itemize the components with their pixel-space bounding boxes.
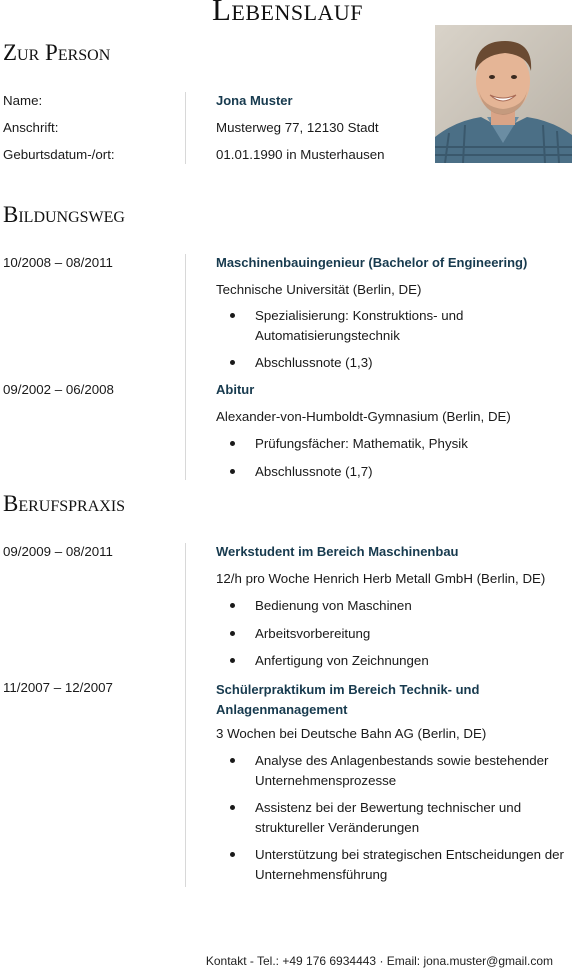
education-period: 10/2008 – 08/2011	[3, 255, 113, 270]
section-heading-education: Bildungsweg	[3, 202, 125, 227]
experience-title: Werkstudent im Bereich Maschinenbau	[216, 544, 459, 559]
label-birth: Geburtsdatum-/ort:	[3, 147, 115, 162]
section-heading-person: Zur Person	[3, 40, 111, 65]
experience-period: 09/2009 – 08/2011	[3, 544, 113, 559]
contact-footer: Kontakt - Tel.: +49 176 6934443 · Email: jona.muster@gmail.com	[205, 954, 553, 968]
document-title: Lebenslauf	[211, 0, 364, 27]
education-bullet: Abschlussnote (1,7)	[255, 462, 570, 482]
experience-bullet: Anfertigung von Zeichnungen	[255, 651, 570, 671]
education-title: Abitur	[216, 382, 255, 397]
label-address: Anschrift:	[3, 120, 59, 135]
education-bullet: Abschlussnote (1,3)	[255, 353, 570, 373]
education-institution: Alexander-von-Humboldt-Gymnasium (Berlin, DE)	[216, 409, 511, 424]
experience-bullet: Arbeitsvorbereitung	[255, 624, 570, 644]
education-period: 09/2002 – 06/2008	[3, 382, 114, 397]
experience-bullet: Analyse des Anlagenbestands sowie bestehender Unternehmensprozesse	[255, 751, 570, 790]
divider-person	[185, 92, 186, 164]
value-address: Musterweg 77, 12130 Stadt	[216, 120, 379, 135]
experience-title: Schülerpraktikum im Bereich Technik- und Anlagenmanagement	[216, 682, 480, 717]
education-bullet: Prüfungsfächer: Mathematik, Physik	[255, 434, 570, 454]
education-institution: Technische Universität (Berlin, DE)	[216, 282, 422, 297]
experience-period: 11/2007 – 12/2007	[3, 680, 113, 695]
label-name: Name:	[3, 93, 43, 108]
experience-company: 12/h pro Woche Henrich Herb Metall GmbH (Berlin, DE)	[216, 571, 546, 586]
experience-bullet: Bedienung von Maschinen	[255, 596, 570, 616]
education-bullet: Spezialisierung: Konstruktions- und Automatisierungstechnik	[255, 306, 570, 345]
profile-photo	[435, 25, 572, 163]
portrait-image	[435, 25, 572, 163]
divider-experience	[185, 543, 186, 887]
experience-company: 3 Wochen bei Deutsche Bahn AG (Berlin, DE)	[216, 726, 487, 741]
value-name: Jona Muster	[216, 93, 293, 108]
experience-bullet: Assistenz bei der Bewertung technischer und struktureller Veränderungen	[255, 798, 570, 837]
value-birth: 01.01.1990 in Musterhausen	[216, 147, 385, 162]
section-heading-experience: Berufspraxis	[3, 491, 126, 516]
divider-education	[185, 254, 186, 480]
education-title: Maschinenbauingenieur (Bachelor of Engineering)	[216, 255, 528, 270]
experience-bullet: Unterstützung bei strategischen Entscheidungen der Unternehmensführung	[255, 845, 570, 884]
